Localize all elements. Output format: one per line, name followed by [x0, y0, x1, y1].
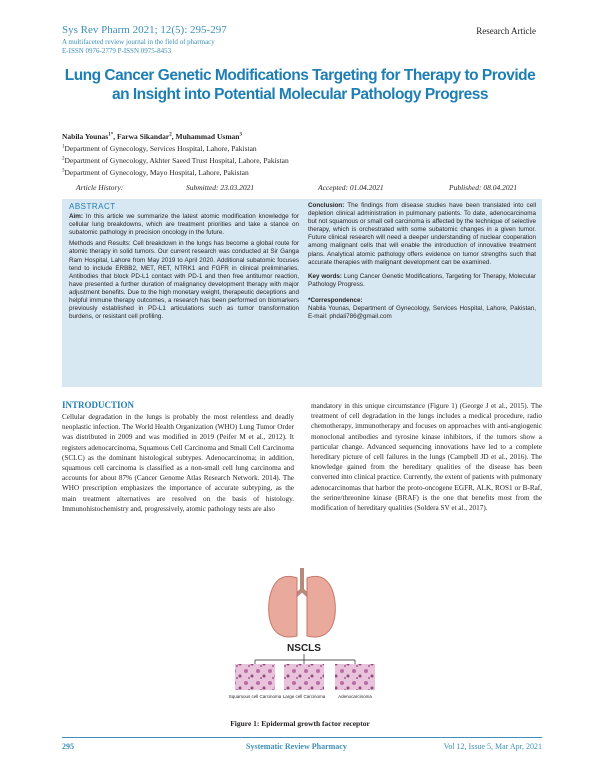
squamous-histology-image — [235, 664, 275, 690]
correspondence-details: Nabila Younas, Department of Gynecology, Services Hospital, Lahore, Pakistan, E-mail: phdali786@gmail.com — [308, 305, 536, 321]
history-label: Article History: — [76, 183, 124, 192]
figure-heading: NSCLS — [287, 643, 321, 654]
affiliation-3: $^3$Department of Gynecology, Mayo Hospital, Lahore, Pakistan — [62, 168, 249, 177]
figure-connector-lines — [255, 654, 355, 664]
intro-right-column: mandatory in this unique circumstance (Figure 1) (George J et al., 2015). The treatment of cell degradation in the lungs includes a medical procedure, radio chemotherapy, immunotherapy and focuses on approaches with anti-angiogenic monoclonal antibodies and tyrosine kinase inhibitors, if the tumors show a particular change. Advanced sequencing innovations have led to a complete hereditary picture of cell failures in the lungs (Campbell JD et al., 2016). The knowledge gained from the hereditary qualities of the disease has been converted into clinical practice. Currently, the extent of patients with pulmonary adenocarcinomas that harbor the proto-oncogene EGFR, ALK, ROS1 or B-Raf, the serine/threonine kinase (BRAF) is the one that benefits most from the modification of hereditary qualities (Soldera SV et al., 2017). — [311, 402, 542, 513]
abstract-keywords: Key words: Lung Cancer Genetic Modifications, Targeting for Therapy, Molecular Pathology Progress. — [308, 272, 536, 288]
footer-journal: Systematic Review Pharmacy — [246, 742, 347, 751]
journal-issn: E-ISSN 0976-2779 P-ISSN 0975-8453 — [62, 47, 172, 55]
figure-caption: Figure 1: Epidermal growth factor receptor — [230, 719, 370, 728]
article-type: Research Article — [476, 26, 536, 36]
lung-illustration — [269, 568, 336, 637]
journal-citation: Sys Rev Pharm 2021; 12(5): 295-297 — [62, 24, 227, 36]
article-title: Lung Cancer Genetic Modifications Targeting for Therapy to Provide an Insight into Potential Molecular Pathology Progress — [64, 67, 536, 103]
figure-1-diagram — [219, 560, 389, 710]
footer-volume: Vol 12, Issue 5, Mar Apr, 2021 — [443, 742, 542, 751]
author-1[interactable]: Nabila Younas — [62, 132, 109, 141]
abstract-left-column — [69, 203, 299, 324]
figure-label-adenocarcinoma: Adenocarcinoma — [338, 694, 372, 699]
author-2[interactable]: Farwa Sikandar — [116, 132, 170, 141]
intro-left-column: Cellular degradation in the lungs is probably the most relentless and deadly neoplastic infection. The World Health Organization (WHO) Lung Tumor Order was distributed in 2009 and was modified in 2019 (Peifer M et al., 2012). It registers adenocarcinoma, Squamous Cell Carcinoma and Small Cell Carcinoma (SCLC) as the dominant histological subtypes. Adenocarcinoma; in addition, squamous cell carcinoma is classified as a non-small cell lung carcinoma and accounts for about 87% (Cancer Genome Atlas Research Network. 2014). The WHO prescription emphasizes the importance of accurate subtyping, as the main treatment alternatives are resolved on the basis of histology. Immunohistochemistry and, progressively, atomic pathology tests are also — [62, 413, 294, 513]
correspondence-label: *Correspondence: — [308, 296, 363, 304]
journal-subtitle: A multifaceted review journal in the field of pharmacy — [62, 38, 215, 46]
large-cell-histology-image — [284, 664, 324, 690]
introduction-heading: INTRODUCTION — [62, 400, 135, 410]
author-list: Nabila Younas$^{1*}$, Farwa Sikandar$^2$, Muhammad Usman$^3$ — [62, 132, 242, 141]
accepted-date: Accepted: 01.04.2021 — [318, 183, 384, 192]
figure-label-large-cell: Large cell Carcinoma — [282, 694, 326, 699]
author-3[interactable]: Muhammad Usman — [175, 132, 240, 141]
abstract-aim: Aim: In this article we summarize the latest atomic modification knowledge for cellular lung breakdowns, which are treatment priorities and take a stance on subatomic pathology in precision oncology in the future. — [69, 213, 299, 237]
figure-label-squamous: Squamous cell Carcinoma — [228, 694, 282, 699]
affiliation-2: $^2$Department of Gynecology, Akhter Saeed Trust Hospital, Lahore, Pakistan — [62, 156, 289, 165]
abstract-heading: ABSTRACT — [69, 202, 116, 211]
submitted-date: Submitted: 23.03.2021 — [186, 183, 255, 192]
affiliation-1: $^1$Department of Gynecology, Services Hospital, Lahore, Pakistan — [62, 144, 257, 153]
abstract-conclusion: Conclusion: The findings from disease studies have been translated into cell depletion clinical administration in pulmonary patients. To date, adenocarcinoma but not squamous or small cell carcinoma is affected by the technique of selective therapy, which is orchestrated with some subatomic changes in a given tumor. Future clinical research will need a deeper understanding of nuclear cooperation among malignant cells that will enable the introduction of innovative treatment plans. Analytical atomic pathology offers evidence on tumor strengths such that accurate therapies with malignant development can be examined. — [308, 202, 536, 266]
published-date: Published: 08.04.2021 — [449, 183, 518, 192]
footer-divider — [62, 737, 542, 738]
page-number: 295 — [62, 742, 74, 751]
abstract-box — [62, 199, 542, 387]
adenocarcinoma-histology-image — [335, 664, 375, 690]
abstract-methods: Methods and Results: Cell breakdown in the lungs has become a global route for atomic therapy in solid tumors. Our current research was conducted at Sir Ganga Ram Hospital, Lahore from May 2019 to April 2020. Additional subatomic focuses tend to include ERBB2, MET, RET, NTRK1 and FGFR in clinical preliminaries. Antibodies that block PD-L1 contact with PD-1 and then free antitumor reaction, have presented a further duration of malignancy development therapy with major adjustment benefits. Due to the high monetary weight, therapeutic deceptions and helpful immune therapy outcomes, a research has been performed on biomarkers previously established in PD-L1 articulations such as tumor transformation burdens, or resistant cell profiling. — [69, 240, 299, 321]
abstract-right-column — [308, 202, 536, 324]
